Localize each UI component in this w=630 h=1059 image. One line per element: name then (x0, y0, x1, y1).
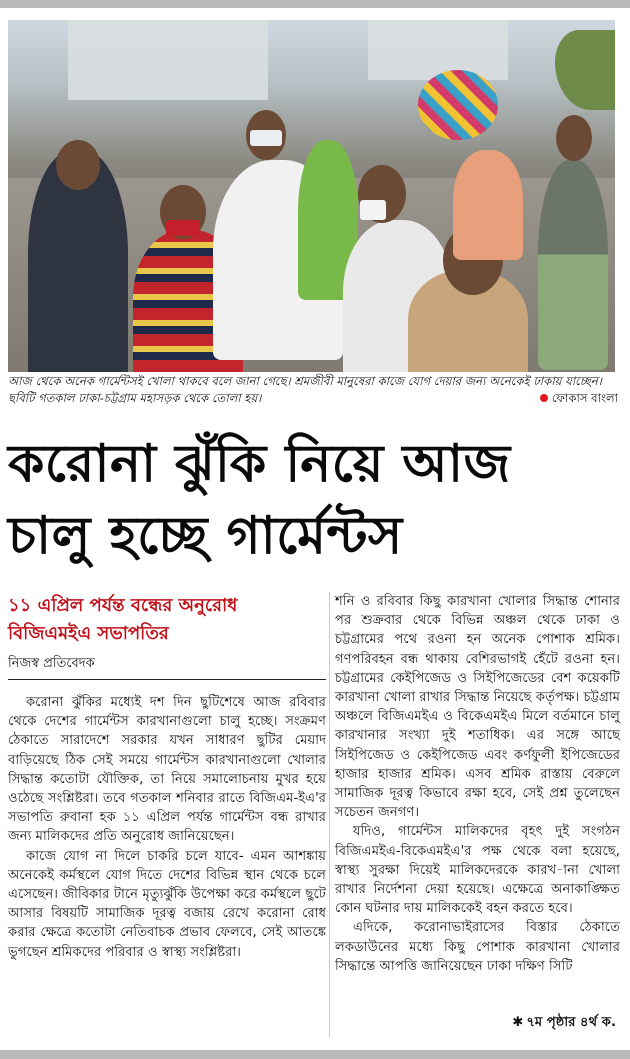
subheadline-line-1: ১১ এপ্রিল পর্যন্ত বন্ধের অনুরোধ (8, 595, 238, 616)
byline: নিজস্ব প্রতিবেদক (8, 656, 95, 671)
person-head (556, 115, 592, 161)
photo-credit (540, 390, 618, 407)
tree (555, 30, 615, 110)
news-photo (8, 20, 615, 372)
paragraph: যদিও, গার্মেন্টস মালিকদের বৃহৎ দুই সংগঠন বিজিএমইএ-বিকেএমইএ'র পক্ষ থেকে বলা হয়েছে, স্বাস্থ্য সুরক্ষা দিয়েই মালিকদেরকে কারখ-ানা খোলা রাখার নির্দেশনা দেয়া হয়েছে। এক্ষেত্রে অনাকাঙ্ক্ষিত কোন ঘটনার দায় মালিককেই বহন করতে হবে। (335, 824, 620, 917)
photo-credit-text: ফোকাস বাংলা (551, 391, 618, 405)
paragraph: কাজে যোগ না দিলে চাকরি চলে যাবে- এমন আশঙ্কায় অনেকেই কর্মস্থলে যোগ দিতে দেশের বিভিন্ন স্থান থেকে চলে এসেছেন। জীবিকার টানে মৃত্যুঝুঁকি উপেক্ষা করে কর্মস্থলে ছুটে আসার বিষয়টি সামাজিক দূরত্ব বজায় রেখে করোনা রোধ করার ক্ষেত্রে কতোটা নেতিবাচক প্রভাব ফেলবে, সেই আতঙ্কে ভুগছেন শ্রমিকদের পরিবার ও স্বাস্থ্য সংশ্লিষ্টরা। (8, 848, 326, 960)
photo-caption: আজ থেকে অনেক গার্মেন্টসই খোলা থাকবে বলে জানা গেছে। শ্রমজীবী মানুষেরা কাজে যোগ দেয়ার জন্য অনেকেই ঢাকায় যাচ্ছেন। ছবিটি গতকাল ঢাকা-চট্টগ্রাম মহাসড়ক থেকে তোলা হয়। (8, 374, 602, 405)
paragraph: শনি ও রবিবার কিছু কারখানা খোলার সিদ্ধান্ত শোনার পর শুক্রবার থেকে বিভিন্ন অঞ্চল থেকে ঢাকা ও চট্টগ্রামের পথে রওনা হন অনেক পোশাক শ্রমিক। গণপরিবহন বন্ধ থাকায় বেশিরভাগই হেঁটে রওনা হন। চট্টগ্রামের কেইপিজেড ও সিইপিজেডের বেশ কয়েকটি কারখানা খোলা রাখার সিদ্ধান্ত নিয়েছে কর্তৃপক্ষ। চট্টগ্রাম অঞ্চলে বিজিএমইএ ও বিকেএমইএ মিলে বর্তমানে চালু কারখানার সংখ্যা দুই শতাধিক। এর সঙ্গে আছে সিইপিজেড ও কেইপিজেড এবং কর্ণফুলী ইপিজেডের হাজার হাজার শ্রমিক। এসব শ্রমিক রাস্তায় বেরুলে সামাজিক দূরত্ব কিভাবে রক্ষা হবে, সেই প্রশ্ন তুলেছেন সচেতন জনগণ। (335, 594, 620, 821)
article-column-left (8, 693, 326, 962)
face-mask (250, 130, 282, 146)
top-rule (0, 0, 630, 8)
face-mask (166, 220, 200, 236)
headline-line-2: চালু হচ্ছে গার্মেন্টস (8, 506, 403, 566)
subheadline-line-2: বিজিএমইএ সভাপতির (8, 623, 169, 644)
paragraph: করোনা ঝুঁকির মধ্যেই দশ দিন ছুটিশেষে আজ রবিবার থেকে দেশের গার্মেন্টস কারখানাগুলো চালু হচ্ছে। সংক্রমণ ঠেকাতে সারাদেশে সরকার যখন সাধারণ ছুটির মেয়াদ বাড়িয়েছে ঠিক সেই সময়ে গার্মেন্টস কারখানাগুলো খোলার সিদ্ধান্ত কতোটা যৌক্তিক, তা নিয়ে সমালোচনায় মুখর হয়ে ওঠেছে সংশ্লিষ্টরা। তবে গতকাল শনিবার রাতে বিজিএম-ইএ'র সভাপতি রুবানা হক ১১ এপ্রিল পর্যন্ত গার্মেন্টস বন্ধ রাখার জন্য মালিকদের প্রতি অনুরোধ জানিয়েছেন। (8, 695, 326, 845)
face-mask (360, 200, 386, 220)
headline (8, 428, 620, 572)
bottom-rule (0, 1050, 630, 1059)
continued-text: ৭ম পৃষ্ঠার ৪র্থ ক. (526, 1015, 616, 1030)
star-icon: ✱ (512, 1015, 524, 1030)
colorful-umbrella (418, 70, 498, 140)
background-building (68, 20, 268, 100)
person-head (56, 140, 100, 190)
continued-reference (512, 1014, 616, 1032)
person-pink-shirt (453, 150, 523, 260)
byline-rule (8, 679, 326, 680)
subheadline (8, 592, 326, 648)
headline-line-1: করোনা ঝুঁকি নিয়ে আজ (8, 434, 511, 494)
column-divider (329, 592, 330, 1037)
paragraph: এদিকে, করোনাভাইরাসের বিস্তার ঠেকাতে লকডাউনের মধ্যে কিছু পোশাক কারখানা খোলার সিদ্ধান্তে আপত্তি জানিয়েছেন ঢাকা দক্ষিণ সিটি (335, 920, 620, 974)
credit-dot-icon (540, 394, 548, 402)
person-lungi (538, 160, 608, 370)
background-building (368, 20, 508, 80)
article-column-right (335, 592, 620, 976)
